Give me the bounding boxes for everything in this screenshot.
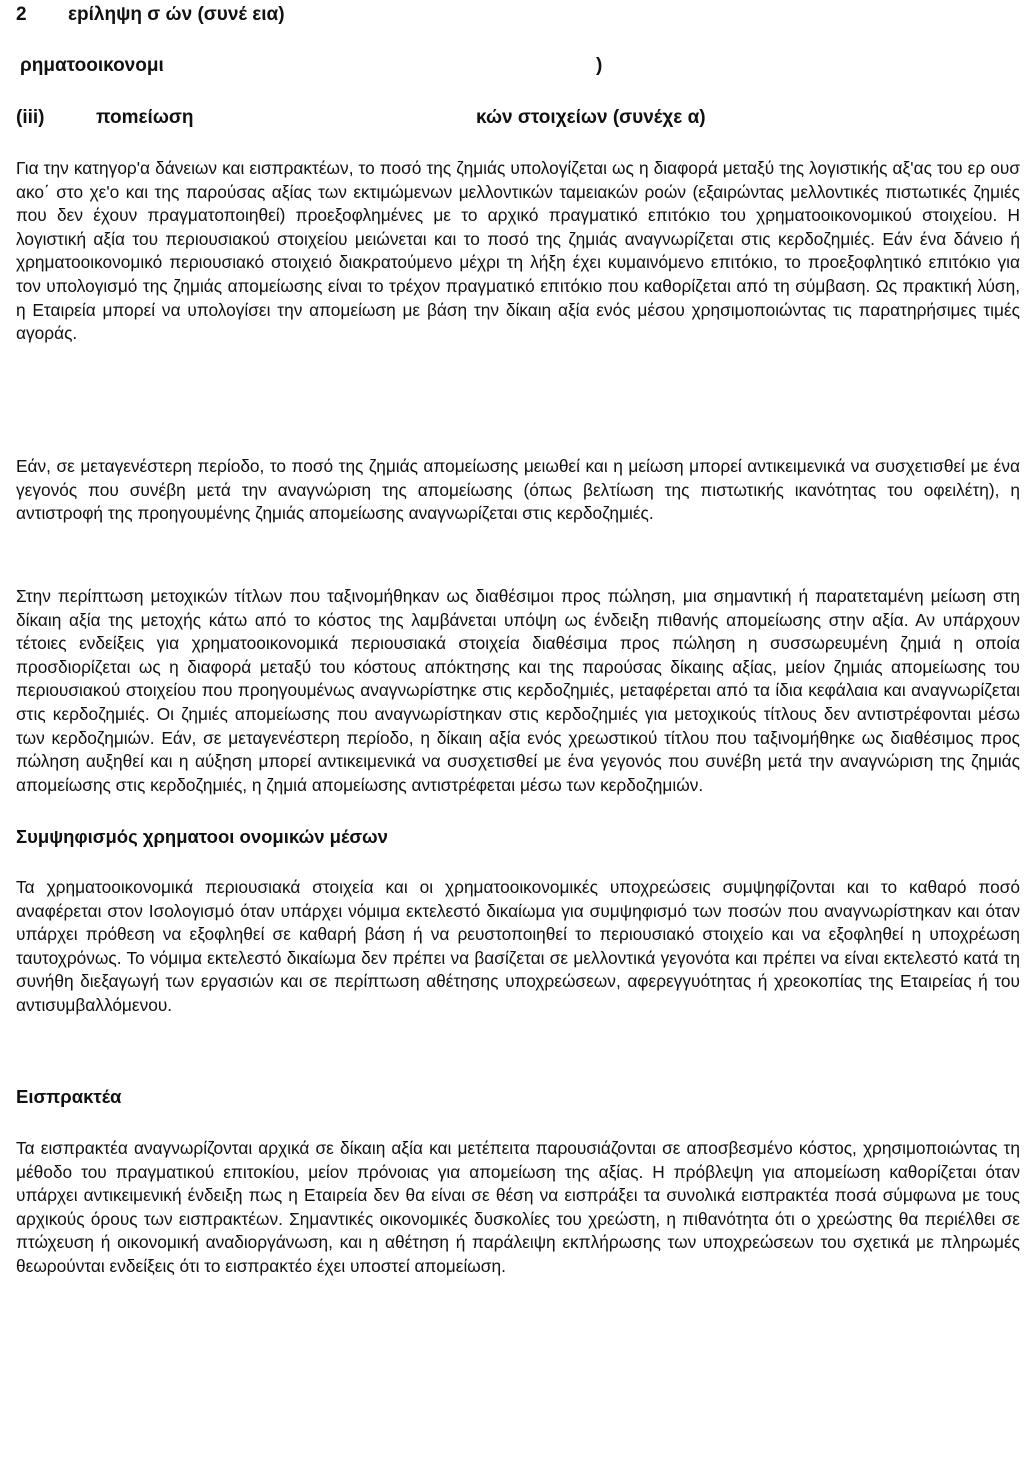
offsetting-heading: Συμψηφισμός χρηματοοι ονομικών μέσων <box>16 826 388 847</box>
paragraph-loans-receivables-impairment: Για την κατηγορ'α δάνειων και εισπρακτέων, το ποσό της ζημιάς υπολογίζεται ως η διαφορά μεταξύ της λογιστικής αξ'ας του ερ ουσ ακο΄ στο χε'ο και της παρούσας αξίας των εκτιμώμενων μελλοντικών ταμειακών ροών (εξαιρώντας μελλοντικές πιστωτικές ζημιές που δεν έχουν πραγματοποιηθεί) προεξοφλημένες με το αρχικό πραγματικό επιτόκιο του χρηματοοικονομικού στοιχείου. Η λογιστική αξία του περιουσιακού στοιχείου μειώνεται και το ποσό της ζημιάς αναγνωρίζεται στις κερδοζημιές. Εάν ένα δάνειο ή χρηματοοικονομικό περιουσιακό στοιχειό διακρατούμενο μέχρι τη λήξη έχει κυμαινόμενο επιτόκιο, το προεξοφλητικό επιτόκιο για τον υπολογισμό της ζημιάς απομείωσης είναι το τρέχον πραγματικό επιτόκιο που καθορίζεται από τη σύμβαση. Ως πρακτική λύση, η Εταιρεία μπορεί να υπολογίσει την απομείωση με βάση την δίκαιη αξία ενός μέσου χρησιμοποιώντας τις παρατηρήσιμες τιμές αγοράς. <box>16 158 1020 344</box>
section-number: 2 <box>16 4 27 25</box>
item-title: ποmείωση <box>96 107 194 128</box>
paragraph-offsetting: Τα χρηματοοικονομικά περιουσιακά στοιχεία και οι χρηματοοικονομικές υποχρεώσεις συμψηφίζονται και το καθαρό ποσό αναφέρεται στον Ισολογισμό όταν υπάρχει νόμιμα εκτελεστό δικαίωμα για συμψηφισμό των ποσών που αναγνωρίστηκαν και όταν υπάρχει πρόθεση να εξοφληθεί σε καθαρή βάση ή να ρευστοποιηθεί το περιουσιακό στοιχείο και να εξοφληθεί η υποχρέωση ταυτοχρόνως. Το νόμιμα εκτελεστό δικαίωμα δεν πρέπει να βασίζεται σε μελλοντικά γεγονότα και πρέπει να είναι εκτελεστό κατά τη συνήθη διεξαγωγή των εργασιών και σε περίπτωση αθέτησης υποχρεώσεων, αφερεγγυότητας ή χρεοκοπίας της Εταιρείας ή του αντισυμβαλλόμενου. <box>16 877 1020 1015</box>
paragraph-receivables: Τα εισπρακτέα αναγνωρίζονται αρχικά σε δίκαιη αξία και μετέπειτα παρουσιάζονται σε αποσβεσμένο κόστος, χρησιμοποιώντας τη μέθοδο του πραγματικού επιτοκίου, μείον πρόνοιας για απομείωση της αξίας. Η πρόβλεψη για απομείωση καθορίζεται όταν υπάρχει αντικειμενική ένδειξη πως η Εταιρεία δεν θα είναι σε θέση να εισπράξει τα συνολικά εισπρακτέα ποσά σύμφωνα με τους αρχικούς όρους των εισπρακτέων. Σημαντικές οικονομικές δυσκολίες του χρεώστη, η πιθανότητα ότι ο χρεώστης θα περιέλθει σε πτώχευση ή οικονομική αναδιοργάνωση, και η αθέτηση ή παράλειψη εκπλήρωσης των υποχρεώσεων του σχετικά με πληρωμές θεωρούνται ενδείξεις ότι το εισπρακτέο έχει υποστεί απομείωση. <box>16 1138 1020 1276</box>
item-number: (iii) <box>16 107 45 128</box>
subsection-title: ρηματοοικονομι <box>20 55 164 76</box>
receivables-heading: Εισπρακτέα <box>16 1086 122 1107</box>
item-title-continued: κών στοιχείων (συνέχε α) <box>476 107 706 128</box>
section-title: εpίληψη σ ών (συνέ εια) <box>68 4 285 25</box>
paragraph-available-for-sale: Στην περίπτωση μετοχικών τίτλων που ταξινομήθηκαν ως διαθέσιμοι προς πώληση, μια σημαντική ή παρατεταμένη μείωση στη δίκαιη αξία της μετοχής κάτω από το κόστος της λαμβάνεται υπόψη ως ένδειξη πιθανής απομείωσης στην αξία. Αν υπάρχουν τέτοιες ενδείξεις για χρηματοοικονομικά περιουσιακά στοιχεία διαθέσιμα προς πώληση η συσσωρευμένη ζημιά η οποία προσδιορίζεται ως η διαφορά μεταξύ του κόστους απόκτησης και της παρούσας δίκαιης αξίας, μείον ζημιάς απομείωσης του περιουσιακού στοιχείου που προηγουμένως αναγνωρίστηκε στις κερδοζημιές, μεταφέρεται από τα ίδια κεφάλαια και αναγνωρίζεται στις κερδοζημιές. Οι ζημιές απομείωσης που αναγνωρίστηκαν στις κερδοζημιές για μετοχικούς τίτλους δεν αντιστρέφονται μέσω των κερδοζημιών. Εάν, σε μεταγενέστερη περίοδο, η δίκαιη αξία ενός χρεωστικού τίτλου που ταξινομήθηκε ως διαθέσιμος προς πώληση αυξηθεί και η αύξηση μπορεί αντικειμενικά να συσχετισθεί με ένα γεγονός που συνέβη μετά την αναγνώριση της ζημιάς απομείωσης στις κερδοζημιές, η ζημιά απομείωσης αντιστρέφεται μέσω των κερδοζημιών. <box>16 586 1020 795</box>
paragraph-impairment-reversal: Εάν, σε μεταγενέστερη περίοδο, το ποσό της ζημιάς απομείωσης μειωθεί και η μείωση μπορεί αντικειμενικά να συσχετισθεί με ένα γεγονός που συνέβη μετά την αναγνώριση της απομείωσης (όπως βελτίωση της πιστωτικής ικανότητας του οφειλέτη), η αντιστροφή της προηγουμένης ζημιάς απομείωσης αναγνωρίζεται στις κερδοζημιές. <box>16 456 1020 524</box>
subsection-title-paren: ) <box>596 55 603 76</box>
